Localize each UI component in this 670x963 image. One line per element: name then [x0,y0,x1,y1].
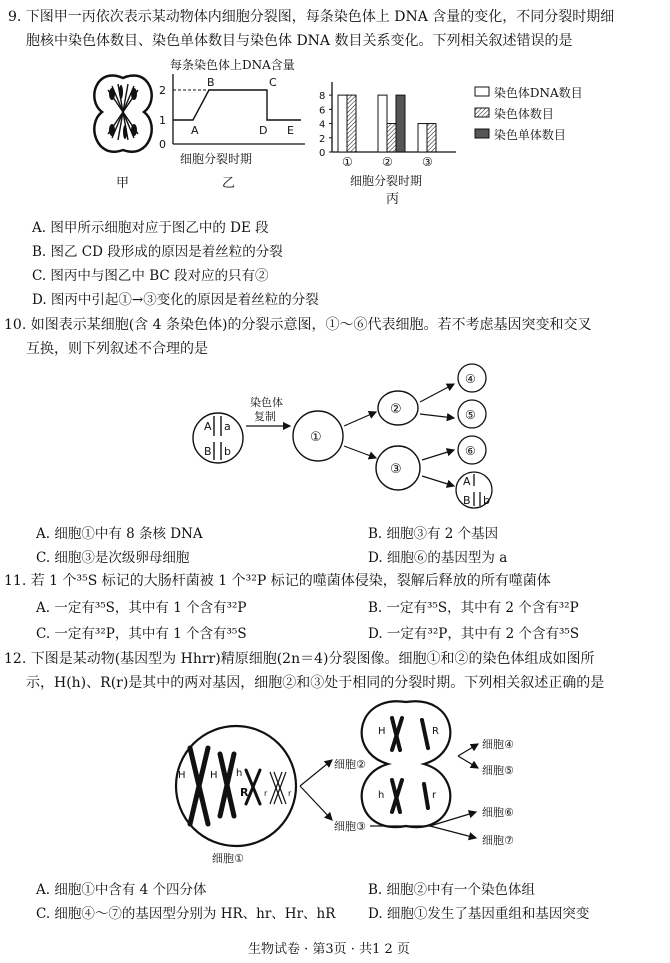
q12-cell2-gene-r-lower: r [432,790,437,801]
q10-stem-line2: 互换，则下列叙述不合理的是 [26,341,208,357]
arrow-label-2: 复制 [254,410,276,423]
q12-gene-h3: h [236,768,243,779]
q11-option-b[interactable]: B. 一定有³⁵S，其中有 2 个含有³²P [368,600,579,616]
figure-yi-label: 乙 [222,176,236,191]
cell-1-membrane [176,726,296,846]
bing-ytick: 0 [319,148,326,159]
cell-bottom-gene-b-lower: b [483,494,490,507]
figure-jia-label: 甲 [116,176,130,191]
label-cell-3: 细胞③ [334,820,366,833]
bing-bar [396,95,405,152]
figure-bing-legend [474,83,583,146]
yi-point-e: E [287,124,294,137]
gene-b-lower: b [224,445,231,458]
bing-bar [338,95,347,152]
figure-yi-title: 每条染色体上DNA含量 [170,58,295,72]
q12-stem-line1: 12. 下图是某动物(基因型为 Hhrr)精原细胞(2n＝4)分裂图像。细胞①和②的染色体组成如图所 [4,651,595,667]
legend-item-dna: 染色体DNA数目 [474,83,583,104]
q10-stem-line1: 10. 如图表示某细胞(含 4 条染色体)的分裂示意图，①～⑥代表细胞。若不考虑基因突变和交叉 [4,317,592,333]
figure-bing-xlabel: 细胞分裂时期 [350,174,423,188]
q10-option-d[interactable]: D. 细胞⑥的基因型为 a [368,550,508,566]
q9-option-b[interactable]: B. 图乙 CD 段形成的原因是着丝粒的分裂 [32,244,283,260]
yi-ytick-2: 2 [159,84,166,97]
label-cell-1: 细胞① [212,852,244,865]
bing-bar [418,124,427,152]
bing-category-label: ① [342,155,353,169]
figure-yi-xlabel: 细胞分裂时期 [180,152,253,166]
gene-b-upper: B [204,445,212,458]
cell-4-label: ④ [465,372,476,386]
label-cell-5: 细胞⑤ [482,764,514,777]
bing-bar [387,124,396,152]
legend-swatch-white [474,86,490,97]
bing-category-label: ③ [422,155,433,169]
cell-2-membrane [362,701,451,827]
q9-option-c[interactable]: C. 图丙中与图乙中 BC 段对应的只有② [32,268,269,284]
q12-option-a[interactable]: A. 细胞①中含有 4 个四分体 [36,882,207,898]
page-footer: 生物试卷 · 第3页 · 共1 2 页 [248,942,410,957]
bing-ytick: 6 [319,105,326,117]
q12-cell2-gene-h: H [378,726,386,737]
q11-option-c[interactable]: C. 一定有³²P，其中有 1 个含有³⁵S [36,626,247,642]
gene-a-upper: A [204,420,212,433]
cell-2-label: ② [390,402,402,417]
q10-option-a[interactable]: A. 细胞①中有 8 条核 DNA [36,526,203,542]
figure-bing-label: 丙 [386,192,400,207]
figure-yi-line-chart [155,72,310,154]
bing-ytick: 4 [319,119,326,131]
q12-cell2-gene-h-lower: h [378,790,385,801]
q9-stem-line2: 胞核中染色体数目、染色单体数目与染色体 DNA 数目关系变化。下列相关叙述错误的是 [26,33,573,49]
bing-bar [427,124,436,152]
figure-q10-division [190,362,510,517]
bing-ytick: 8 [319,91,326,103]
yi-ytick-1: 1 [159,114,166,127]
label-cell-4: 细胞④ [482,738,514,751]
bing-ytick: 2 [319,133,326,145]
figure-jia-cell [88,60,158,170]
legend-swatch-dense [474,128,490,139]
q12-gene-r2: r [264,789,268,798]
gene-a-lower: a [224,420,231,433]
cell-bottom-gene-a: A [463,475,471,488]
q10-option-b[interactable]: B. 细胞③有 2 个基因 [368,526,499,542]
legend-swatch-hatch [474,107,490,118]
legend-item-chromatid: 染色单体数目 [474,125,583,146]
legend-item-chromosome: 染色体数目 [474,104,583,125]
q10-option-c[interactable]: C. 细胞③是次级卵母细胞 [36,550,190,566]
yi-point-d: D [259,124,268,137]
bing-bar [347,95,356,152]
q12-option-b[interactable]: B. 细胞②中有一个染色体组 [368,882,536,898]
q12-gene-h1: H [178,770,186,781]
figure-q12-spermatogonium [170,696,550,871]
yi-point-c: C [269,76,277,89]
label-cell-2: 细胞② [334,758,366,771]
bing-bar [378,95,387,152]
q12-gene-h2: H [210,770,218,781]
yi-point-b: B [207,76,215,89]
q9-option-d[interactable]: D. 图丙中引起①→③变化的原因是着丝粒的分裂 [32,292,319,308]
q12-cell2-gene-r: R [432,726,439,737]
q9-option-a[interactable]: A. 图甲所示细胞对应于图乙中的 DE 段 [32,220,269,236]
figure-bing-bar-chart [316,80,466,174]
arrow-label-1: 染色体 [250,396,283,409]
bing-category-label: ② [382,155,393,169]
q11-option-d[interactable]: D. 一定有³²P，其中有 2 个含有³⁵S [368,626,580,642]
initial-cell [193,413,243,463]
label-cell-7: 细胞⑦ [482,834,514,847]
cell-1-label: ① [310,430,322,445]
label-cell-6: 细胞⑥ [482,806,514,819]
yi-point-a: A [191,124,199,137]
q12-stem-line2: 示，H(h)、R(r)是其中的两对基因，细胞②和③处于相同的分裂时期。下列相关叙述正确的是 [26,675,605,691]
q12-option-d[interactable]: D. 细胞①发生了基因重组和基因突变 [368,906,590,922]
q12-gene-r1: R [240,786,249,799]
q9-stem-line1: 9. 下图甲一丙依次表示某动物体内细胞分裂图，每条染色体上 DNA 含量的变化，不同分裂时期细 [8,9,615,25]
q11-stem: 11. 若 1 个³⁵S 标记的大肠杆菌被 1 个³²P 标记的噬菌体侵染，裂解后释放的所有噬菌体 [4,573,551,589]
yi-ytick-0: 0 [159,138,166,151]
cell-bottom-gene-b-upper: B [463,494,471,507]
cell-5-label: ⑤ [465,408,476,422]
cell-6-label: ⑥ [465,444,476,458]
q12-option-c[interactable]: C. 细胞④～⑦的基因型分别为 HR、hr、Hr、hR [36,906,336,922]
cell-3-label: ③ [390,462,402,477]
q12-gene-r3: r [288,789,292,798]
q11-option-a[interactable]: A. 一定有³⁵S，其中有 1 个含有³²P [36,600,247,616]
